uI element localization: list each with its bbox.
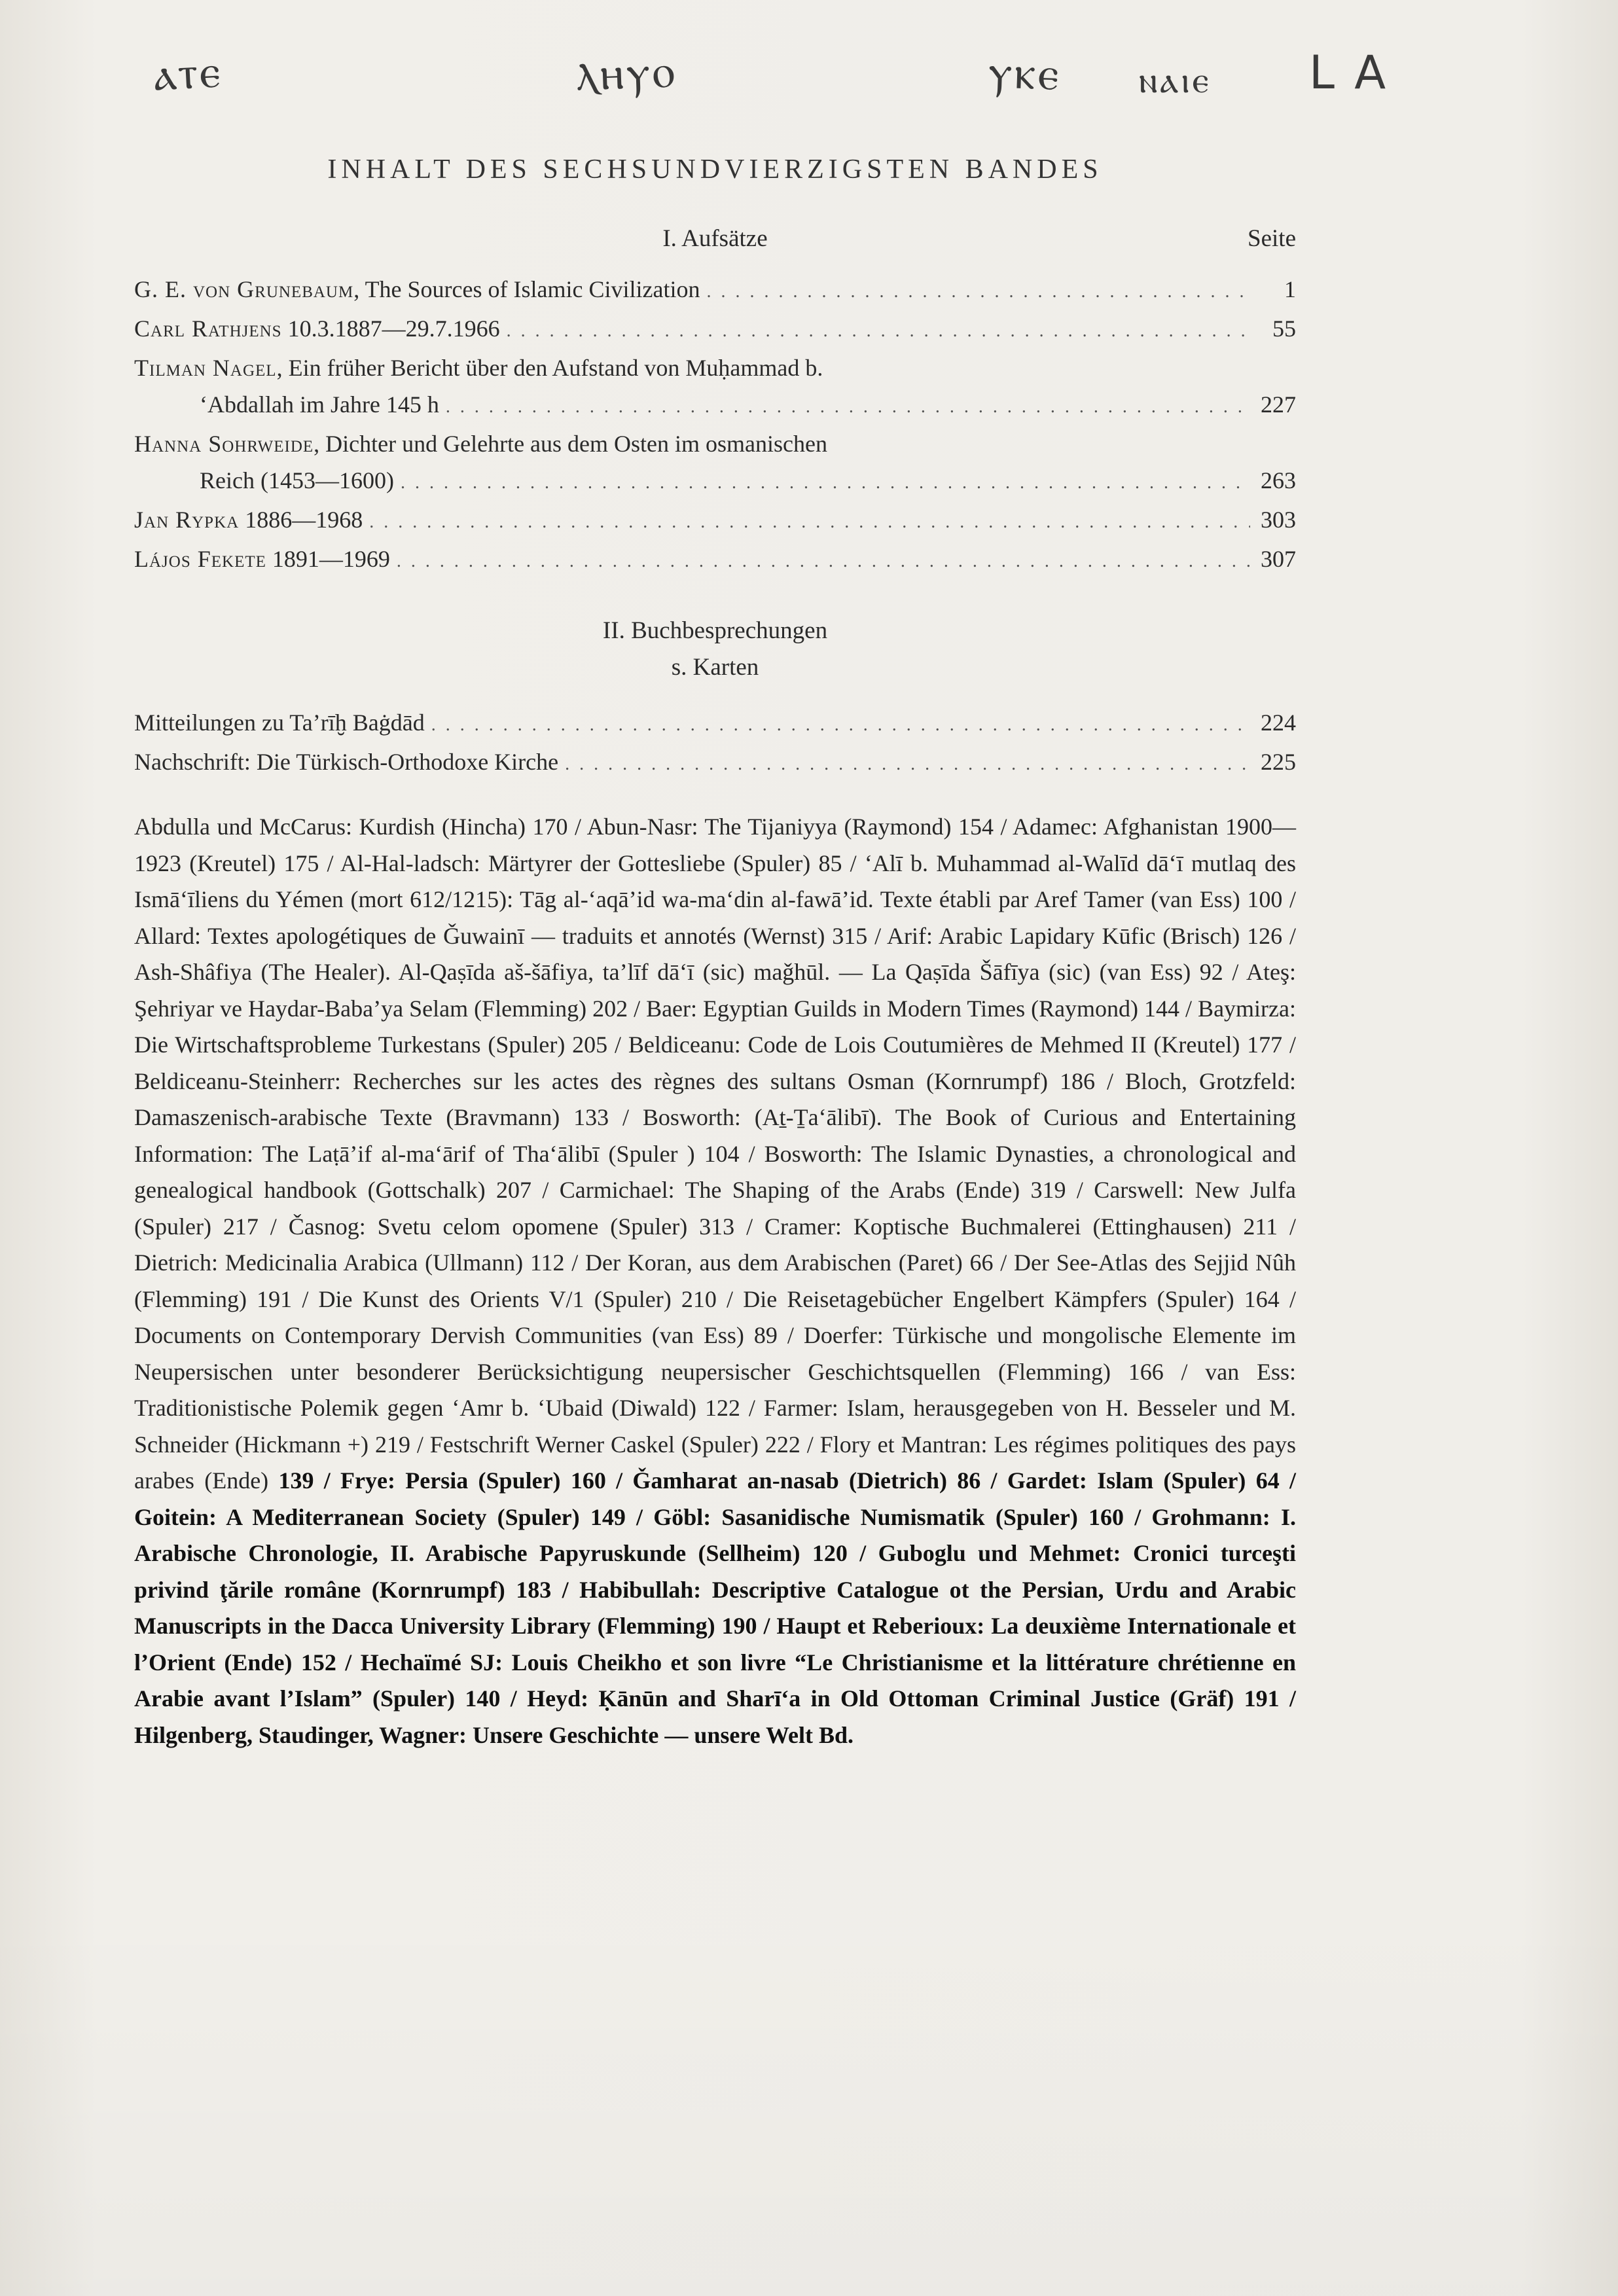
toc-title-continuation: ‘Abdallah im Jahre 145 h — [200, 391, 439, 418]
page-column-label: Seite — [1248, 225, 1296, 252]
leader-dots — [397, 543, 1250, 580]
section-heading — [134, 224, 1296, 253]
section-2-title: II. Buchbesprechungen — [602, 617, 828, 644]
toc-page-number: 225 — [1261, 749, 1296, 775]
page-title: INHALT DES SECHSUNDVIERZIGSTEN BANDES — [327, 154, 1103, 185]
toc-title: , Ein früher Bericht über den Aufstand von Muḥammad b. — [276, 355, 823, 381]
section-2-subtitle: s. Karten — [671, 654, 759, 681]
toc-author: Hanna Sohrweide — [134, 431, 314, 457]
toc-page-number: 224 — [1261, 709, 1296, 736]
handwritten-mark: ⲗⲏⲩⲟ — [575, 44, 678, 101]
leader-dots — [369, 504, 1250, 541]
toc-title: 10.3.1887—29.7.1966 — [281, 315, 500, 342]
toc-title: , The Sources of Islamic Civilization — [353, 276, 700, 302]
toc-page-number: 307 — [1261, 546, 1296, 572]
toc-title: Mitteilungen zu Ta’rīḫ Baġdād — [134, 709, 425, 736]
handwritten-mark: ⲩⲕⲉ — [987, 45, 1062, 101]
toc-author: Tilman Nagel — [134, 355, 277, 381]
book-review-list — [134, 809, 1296, 1753]
handwritten-mark: L A — [1309, 46, 1389, 99]
handwritten-mark: ⲛⲁⲓⲉ — [1139, 59, 1212, 101]
toc-entry[interactable] — [134, 541, 1296, 580]
toc-author: Carl Rathjens — [134, 315, 282, 342]
toc-page-number: 303 — [1261, 507, 1296, 533]
leader-dots — [507, 313, 1250, 350]
toc-entry[interactable] — [134, 350, 1296, 425]
leader-dots — [446, 389, 1250, 425]
toc-page-number: 263 — [1261, 467, 1296, 493]
leader-dots — [401, 465, 1250, 501]
toc-page-number: 55 — [1272, 315, 1296, 342]
section-1-title: I. Aufsätze — [662, 225, 768, 252]
toc-title: 1886—1968 — [239, 507, 363, 533]
toc-entry[interactable] — [134, 310, 1296, 350]
toc-title: 1891—1969 — [266, 546, 390, 572]
handwritten-mark: ⲁⲧⲉ — [152, 44, 224, 101]
toc-page-number: 1 — [1284, 276, 1296, 302]
table-of-contents — [134, 154, 1296, 1753]
leader-dots — [706, 274, 1250, 310]
toc-entry[interactable] — [134, 501, 1296, 541]
leader-dots — [565, 746, 1250, 783]
review-list-lower: 139 / Frye: Persia (Spuler) 160 / Ǧamharat an-nasab (Dietrich) 86 / Gardet: Islam (Spuler) 64 / Goitein: A Mediterranean Society (Spuler) 149 / Göbl: Sasanidische Numismatik (Spuler) 160 / Grohmann: I. Arabische Chronologie, II. Arabische Papyruskunde (Sellheim) 120 / Guboglu und Mehmet: Cronici turceşti privind ţările române (Kornrumpf) 183 / Habibullah: Descriptive Catalogue ot the Persian, Urdu and Arabic Manuscripts in the Dacca University Library (Flemming) 190 / Haupt et Reberioux: La deuxième Internationale et l’Orient (Ende) 152 / Hechaïmé SJ: Louis Cheikho et son livre “Le Christianisme et la littérature chrétienne en Arabie avant l’Islam” (Spuler) 140 / Heyd: Ḳānūn and Sharī‘a in Old Ottoman Criminal Justice (Gräf) 191 / Hilgenberg, Staudinger, Wagner: Unsere Geschichte — unsere Welt Bd. — [134, 1467, 1296, 1748]
leader-dots — [431, 707, 1250, 744]
toc-entry[interactable] — [134, 704, 1296, 744]
toc-title: , Dichter und Gelehrte aus dem Osten im osmanischen — [314, 431, 827, 457]
page-shading — [0, 1903, 1618, 2296]
toc-entry[interactable] — [134, 271, 1296, 310]
toc-title: Nachschrift: Die Türkisch-Orthodoxe Kirche — [134, 749, 559, 775]
toc-author: G. E. von Grunebaum — [134, 276, 354, 302]
toc-title-continuation: Reich (1453—1600) — [200, 467, 394, 493]
toc-author: Lájos Fekete — [134, 546, 266, 572]
toc-author: Jan Rypka — [134, 507, 240, 533]
toc-page-number: 227 — [1261, 391, 1296, 418]
toc-entry[interactable] — [134, 425, 1296, 501]
toc-entry[interactable] — [134, 744, 1296, 783]
review-list-upper: Abdulla und McCarus: Kurdish (Hincha) 170 / Abun-Nasr: The Tijaniyya (Raymond) 154 / Adamec: Afghanistan 1900—1923 (Kreutel) 175 / Al-Hal-ladsch: Märtyrer der Gottesliebe (Spuler) 85 / ‘Alī b. Muhammad al-Walīd dā‘ī mutlaq des Ismā‘īliens du Yémen (mort 612/1215): Tāg al-‘aqā’id wa-ma‘din al-fawā’id. Texte établi par Aref Tamer (van Ess) 100 / Allard: Textes apologétiques de Ǧuwainī — traduits et annotés (Wernst) 315 / Arif: Arabic Lapidary Kūfic (Brisch) 126 / Ash-Shâfiya (The Healer). Al-Qaṣīda aš-šāfiya, ta’līf dā‘ī (sic) maǧhūl. — La Qaṣīda Šāfīya (sic) (van Ess) 92 / Ateş: Şehriyar ve Haydar-Baba’ya Selam (Flemming) 202 / Baer: Egyptian Guilds in Modern Times (Raymond) 144 / Baymirza: Die Wirtschaftsprobleme Turkestans (Spuler) 205 / Beldiceanu: Code de Lois Coutumières de Mehmed II (Kreutel) 177 / Beldiceanu-Steinherr: Recherches sur les actes des règnes des sultans Osman (Kornrumpf) 186 / Bloch, Grotzfeld: Damaszenisch-arabische Texte (Bravmann) 133 / Bosworth: (Aṯ-Ṯa‘ālibī). The Book of Curious and Entertaining Information: The Laṭā’if al-ma‘ārif of Tha‘ālibī (Spuler ) 104 / Bosworth: The Islamic Dynasties, a chronological and genealogical handbook (Gottschalk) 207 / Carmichael: The Shaping of the Arabs (Ende) 319 / Carswell: New Julfa (Spuler) 217 / Časnog: Svetu celom opomene (Spuler) 313 / Cramer: Koptische Buchmalerei (Ettinghausen) 211 / Dietrich: Medicinalia Arabica (Ullmann) 112 / Der Koran, aus dem Arabischen (Paret) 66 / Der See-Atlas des Sejjid Nûh (Flemming) 191 / Die Kunst des Orients V/1 (Spuler) 210 / Die Reisetagebücher Engelbert Kämpfers (Spuler) 164 / Documents on Contemporary Dervish Communities (van Ess) 89 / Doerfer: Türkische und mongolische Elemente im Neupersischen unter besonderer Berücksichtigung neupersischer Geschichtsquellen (Flemming) 166 / van Ess: Traditionistische Polemik gegen ‘Amr b. ‘Ubaid (Diwald) 122 / Farmer: Islam, herausgegeben von H. Besseler und M. Schneider (Hickmann +) 219 / Festschrift Werner Caskel (Spuler) 222 / Flory et Mantran: Les régimes politiques des pays arabes (Ende) — [134, 814, 1296, 1494]
